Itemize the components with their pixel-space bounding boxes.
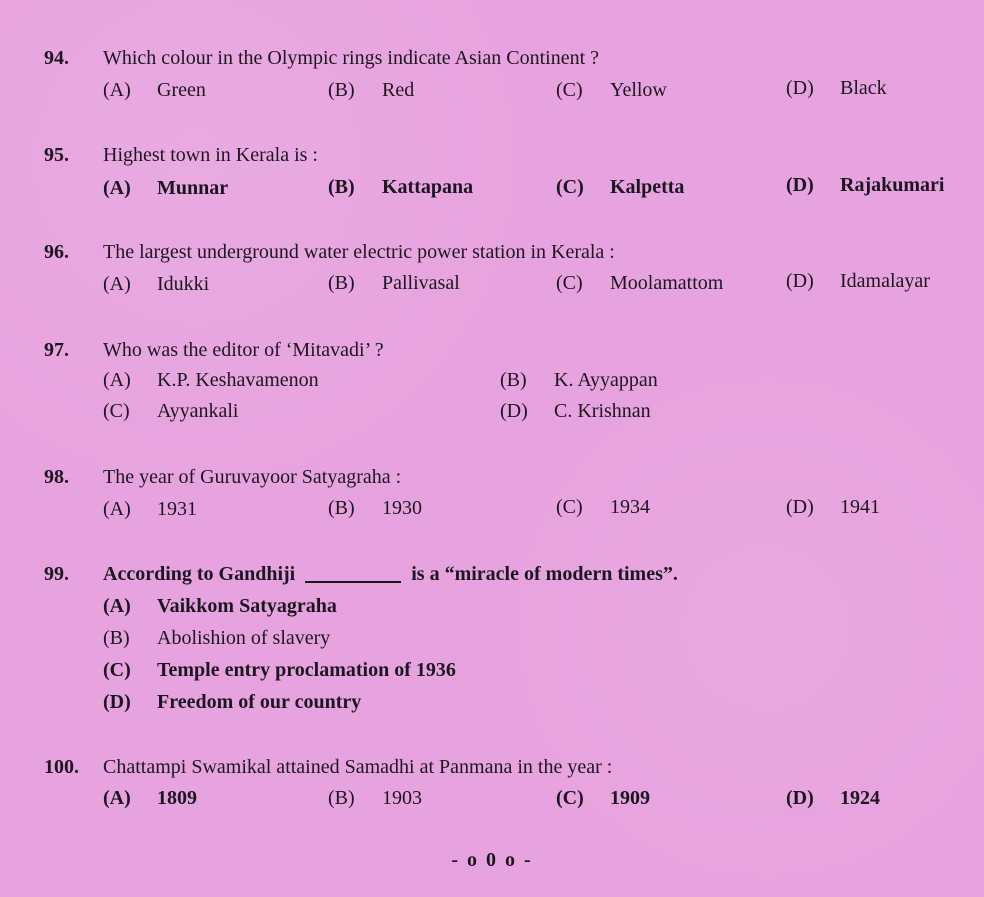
option-d: (D) C. Krishnan	[500, 400, 651, 422]
question-text: According to Gandhiji is a “miracle of modern times”.	[103, 563, 678, 585]
option-d: (D) 1924	[786, 787, 880, 809]
question-number: 96.	[44, 241, 69, 263]
option-c: (C) 1909	[556, 787, 650, 809]
question-number: 100.	[44, 756, 79, 778]
option-a: (A) 1809	[103, 787, 197, 809]
option-a: (A) K.P. Keshavamenon	[103, 369, 319, 391]
question-number: 94.	[44, 47, 69, 69]
option-c: (C) Yellow	[556, 79, 667, 101]
question-text: Highest town in Kerala is :	[103, 144, 318, 166]
question-text: The year of Guruvayoor Satyagraha :	[103, 466, 402, 488]
option-a: (A) Vaikkom Satyagraha	[103, 595, 337, 617]
option-c: (C) Moolamattom	[556, 272, 724, 294]
question-number: 95.	[44, 144, 69, 166]
page-end-mark: - o 0 o -	[451, 849, 533, 871]
option-d: (D) 1941	[786, 496, 880, 518]
option-a: (A) Green	[103, 79, 206, 101]
option-c: (C) Temple entry proclamation of 1936	[103, 659, 456, 681]
option-b: (B) Red	[328, 79, 415, 101]
option-d: (D) Rajakumari	[786, 174, 945, 196]
option-a: (A) Idukki	[103, 273, 210, 295]
option-d: (D) Black	[786, 77, 887, 99]
question-text: Chattampi Swamikal attained Samadhi at Panmana in the year :	[103, 756, 613, 778]
option-c: (C) 1934	[556, 496, 650, 518]
option-d: (D) Idamalayar	[786, 270, 930, 292]
option-b: (B) 1903	[328, 787, 422, 809]
question-number: 97.	[44, 339, 69, 361]
option-b: (B) K. Ayyappan	[500, 369, 658, 391]
option-a: (A) 1931	[103, 498, 197, 520]
question-number: 98.	[44, 466, 69, 488]
fill-in-blank	[305, 581, 401, 583]
option-a: (A) Munnar	[103, 177, 229, 199]
option-b: (B) Abolishion of slavery	[103, 627, 331, 649]
question-text: Which colour in the Olympic rings indicate Asian Continent ?	[103, 47, 600, 69]
option-b: (B) Pallivasal	[328, 272, 460, 294]
question-text: Who was the editor of ‘Mitavadi’ ?	[103, 339, 384, 361]
option-b: (B) 1930	[328, 497, 422, 519]
option-b: (B) Kattapana	[328, 176, 474, 198]
question-text: The largest underground water electric power station in Kerala :	[103, 241, 615, 263]
option-c: (C) Kalpetta	[556, 176, 685, 198]
option-d: (D) Freedom of our country	[103, 691, 362, 713]
option-c: (C) Ayyankali	[103, 400, 239, 422]
question-number: 99.	[44, 563, 69, 585]
